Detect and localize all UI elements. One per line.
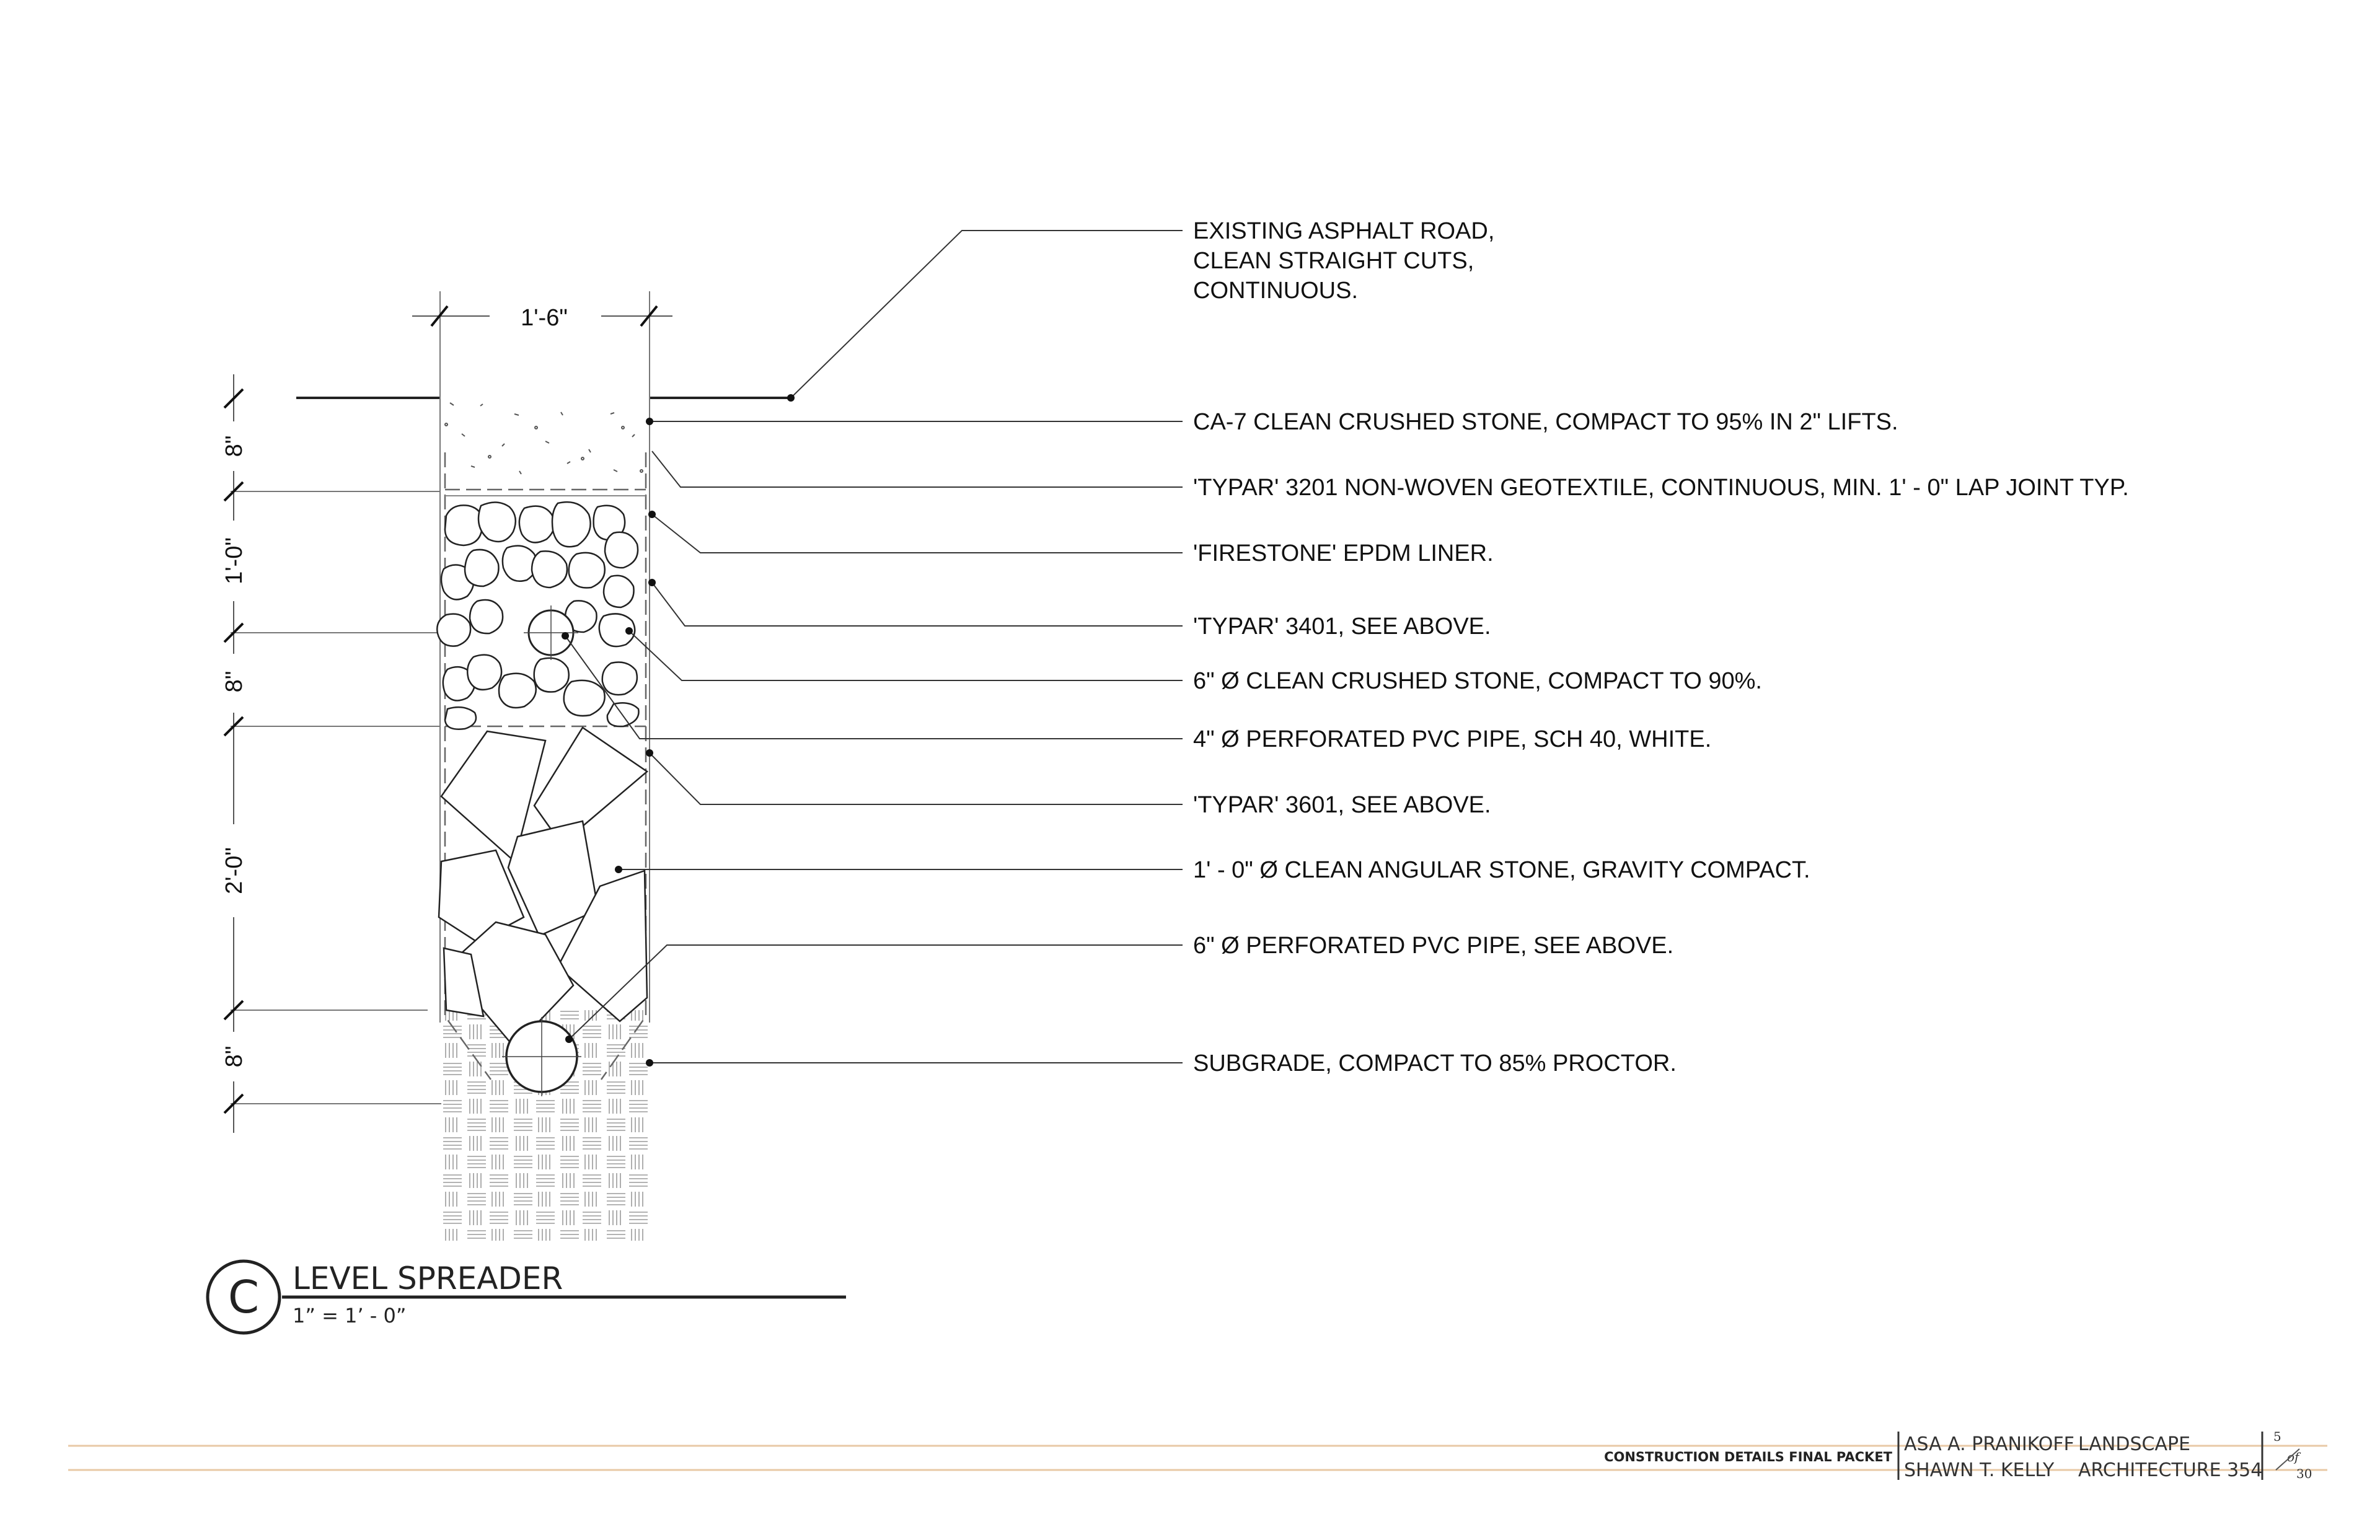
depth-label-angular: 2'-0": [221, 847, 247, 894]
callout-asphalt-line-3: CONTINUOUS.: [1193, 278, 1358, 304]
callout-angular-stone: 1' - 0" Ø CLEAN ANGULAR STONE, GRAVITY COMPACT.: [1193, 857, 1810, 883]
callout-leaders: [562, 231, 1183, 1067]
depth-label-subgrade: 8": [221, 1045, 247, 1068]
callout-labels: [1193, 218, 2129, 1076]
callout-typar-3201: 'TYPAR' 3201 NON-WOVEN GEOTEXTILE, CONTINUOUS, MIN. 1' - 0" LAP JOINT TYP.: [1193, 475, 2129, 501]
width-dimension-label: 1'-6": [521, 305, 568, 331]
callout-pvc-pipe-4in: 4" Ø PERFORATED PVC PIPE, SCH 40, WHITE.: [1193, 726, 1712, 752]
callout-subgrade: SUBGRADE, COMPACT TO 85% PROCTOR.: [1193, 1050, 1677, 1076]
callout-asphalt-line-1: EXISTING ASPHALT ROAD,: [1193, 218, 1495, 244]
callout-typar-3401: 'TYPAR' 3401, SEE ABOVE.: [1193, 614, 1491, 640]
angular-stone-layer: [439, 728, 647, 1047]
page-of-label: of: [2287, 1450, 2299, 1464]
page-number: 5: [2273, 1429, 2281, 1444]
ca7-stone-speckle: [445, 403, 643, 474]
section-drawing: [218, 291, 791, 1241]
author-name-1: ASA A. PRANIKOFF: [1904, 1433, 2074, 1455]
callout-pvc-pipe-6in: 6" Ø PERFORATED PVC PIPE, SEE ABOVE.: [1193, 933, 1674, 959]
callout-typar-3601: 'TYPAR' 3601, SEE ABOVE.: [1193, 792, 1491, 818]
depth-label-crushed-upper: 1'-0": [221, 537, 247, 584]
packet-title: CONSTRUCTION DETAILS FINAL PACKET: [1604, 1450, 1892, 1464]
callout-asphalt-line-2: CLEAN STRAIGHT CUTS,: [1193, 248, 1474, 274]
author-name-2: SHAWN T. KELLY: [1904, 1459, 2055, 1481]
title-block: [68, 1429, 2327, 1481]
course-line-1: LANDSCAPE: [2078, 1433, 2191, 1455]
detail-scale-text: 1” = 1’ - 0”: [293, 1304, 407, 1327]
detail-title-text: LEVEL SPREADER: [293, 1261, 563, 1296]
callout-crushed-stone: 6" Ø CLEAN CRUSHED STONE, COMPACT TO 90%.: [1193, 668, 1762, 694]
detail-marker-letter: C: [227, 1271, 260, 1323]
detail-title: [208, 1261, 846, 1333]
depth-dimension: [218, 374, 249, 1133]
callout-ca7-stone: CA-7 CLEAN CRUSHED STONE, COMPACT TO 95% IN 2" LIFTS.: [1193, 409, 1898, 435]
page-total: 30: [2296, 1466, 2312, 1481]
depth-label-ca7: 8": [221, 435, 247, 457]
callout-epdm-liner: 'FIRESTONE' EPDM LINER.: [1193, 540, 1494, 566]
course-line-2: ARCHITECTURE 354: [2078, 1459, 2263, 1481]
depth-label-crushed-lower: 8": [221, 671, 247, 693]
